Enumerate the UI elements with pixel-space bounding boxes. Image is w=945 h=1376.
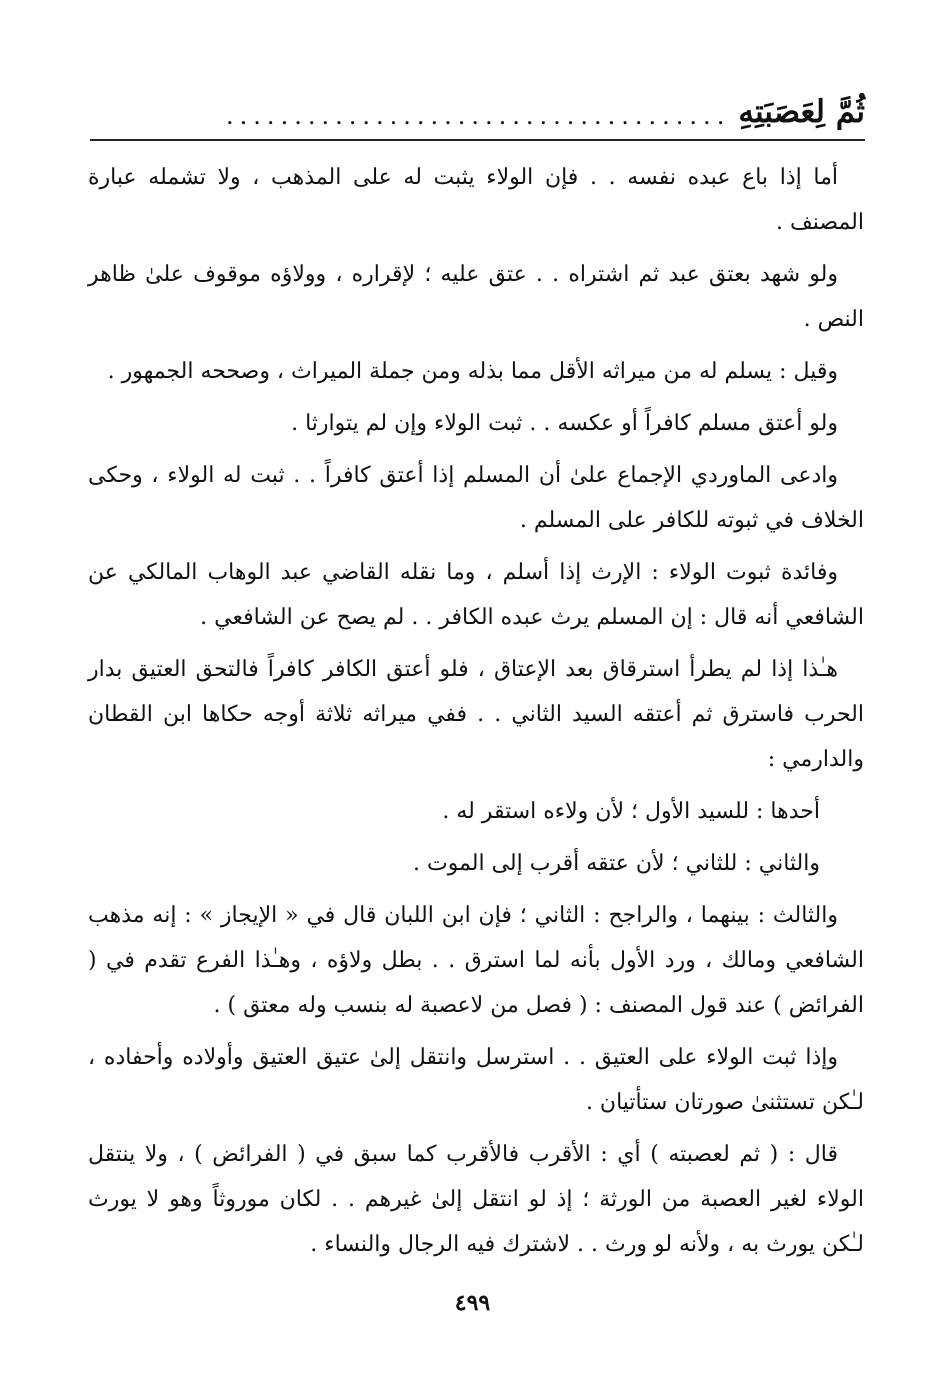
body-text (88, 155, 864, 1274)
paragraph: أما إذا باع عبده نفسه . . فإن الولاء يثبت له على المذهب ، ولا تشمله عبارة المصنف . (88, 165, 864, 235)
header-divider (90, 139, 865, 141)
paragraph: ولو أعتق مسلم كافراً أو عكسه . . ثبت الولاء وإن لم يتوارثا . (291, 411, 838, 436)
paragraph: هـٰذا إذا لم يطرأ استرقاق بعد الإعتاق ، فلو أعتق الكافر كافراً فالتحق العتيق بدار الحرب فاسترق ثم أعتقه السيد الثاني . . ففي ميراثه ثلاثة أوجه حكاها ابن القطان والدارمي : (88, 657, 865, 772)
paragraph-list-item: والثاني : للثاني ؛ لأن عتقه أقرب إلى الموت . (413, 851, 820, 876)
page-number: ٤٩٩ (454, 1290, 491, 1316)
header-leader-dots: ..................................... (226, 104, 731, 128)
paragraph: وإذا ثبت الولاء على العتيق . . استرسل وانتقل إلىٰ عتيق العتيق وأولاده وأحفاده ، لـٰكن تستثنىٰ صورتان ستأتيان . (88, 1045, 864, 1115)
paragraph: والثالث : بينهما ، والراجح : الثاني ؛ فإن ابن اللبان قال في « الإيجاز » : إنه مذهب الشافعي ومالك ، ورد الأول بأنه لما استرق . . بطل ولاؤه ، وهـٰذا الفرع تقدم في ( الفرائض ) عند قول المصنف : ( فصل من لاعصبة له بنسب وله معتق ) . (88, 903, 864, 1018)
running-header (90, 78, 865, 128)
paragraph: وادعى الماوردي الإجماع علىٰ أن المسلم إذا أعتق كافراً . . ثبت له الولاء ، وحكى الخلاف في ثبوته للكافر على المسلم . (88, 463, 864, 533)
paragraph: وفائدة ثبوت الولاء : الإرث إذا أسلم ، وما نقله القاضي عبد الوهاب المالكي عن الشافعي أنه قال : إن المسلم يرث عبده الكافر . . لم يصح عن الشافعي . (88, 560, 864, 630)
paragraph-list-item: أحدها : للسيد الأول ؛ لأن ولاءه استقر له . (442, 799, 820, 824)
header-title: ثُمَّ لِعَصَبَتِهِ (738, 94, 865, 130)
paragraph: وقيل : يسلم له من ميراثه الأقل مما بذله ومن جملة الميراث ، وصححه الجمهور . (107, 359, 838, 384)
paragraph: قال : ( ثم لعصبته ) أي : الأقرب فالأقرب كما سبق في ( الفرائض ) ، ولا ينتقل الولاء لغير العصبة من الورثة ؛ إذ لو انتقل إلىٰ غيرهم . . لكان موروثاً وهو لا يورث لـٰكن يورث به ، ولأنه لو ورث . . لاشترك فيه الرجال والنساء . (88, 1142, 864, 1257)
paragraph: ولو شهد بعتق عبد ثم اشتراه . . عتق عليه ؛ لإقراره ، وولاؤه موقوف علىٰ ظاهر النص . (88, 262, 864, 332)
